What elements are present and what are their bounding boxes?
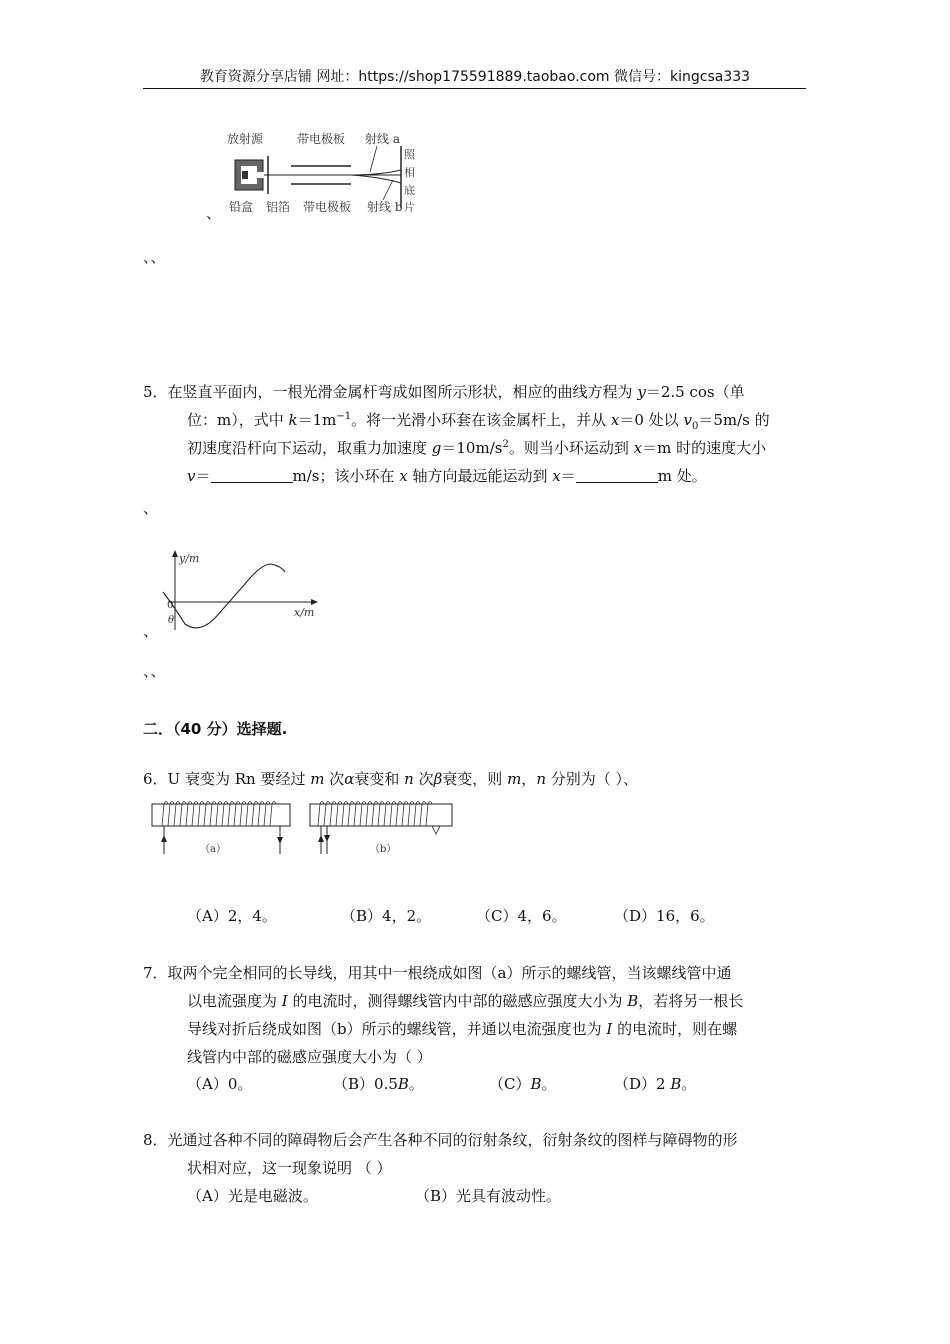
coil-loop [378,802,384,827]
q8-choice-a[interactable]: （A）光是电磁波。 [187,1187,318,1205]
coil-loop [216,802,222,827]
q6-choice-d[interactable]: （D）16，6。 [614,907,715,925]
mark-4: 、 [143,622,159,640]
coil-loop [168,802,174,827]
coil-loop [174,802,180,827]
coil-loop [198,802,204,827]
coil-loop [360,802,366,827]
section-2-title: 二．（40 分）选择题. [143,720,288,738]
q5-blank-distance[interactable] [576,468,658,483]
coil-loop [318,802,324,827]
label-lead-box: 铅盒 [229,200,254,214]
ray-b-pointer [383,180,393,200]
mark-3: 、 [143,499,159,517]
coil-loop [414,802,420,827]
label-plate-top: 带电极板 [297,132,346,146]
ray-a-path [268,170,401,175]
coil-loop [330,802,336,827]
q5-line-2: 位：m），式中 $k=1m^{-1}$。将一光滑小环套在该金属杆上，并从 x＝0 处以 $v_0=5m/s$ 的 [187,411,770,432]
mark-5: 、、 [143,662,166,680]
solenoid-a-coils [162,802,276,827]
q6-stem: 6．U 衰变为 Rn 要经过 m 次α衰变和 n 次β衰变，则 m，n 分别为（ ）、 [143,770,639,788]
q5-line-4: v＝ m/s；该小环在 x 轴方向最远能运动到 x＝ m 处。 [187,467,707,485]
y-axis-arrow [172,550,178,557]
coil-loop [384,802,390,827]
y-axis-label: y/m [179,552,200,565]
coil-loop [246,802,252,827]
q7-line-1: 7．取两个完全相同的长导线，用其中一根绕成如图（a）所示的螺线管，当该螺线管中通 [143,964,732,982]
coil-loop [270,802,276,827]
solenoid-a-label: （a） [200,844,226,855]
q7-line-3: 导线对折后绕成如图（b）所示的螺线管，并通以电流强度也为 I 的电流时，则在螺 [187,1020,738,1038]
q6-choice-b[interactable]: （B）4，2。 [341,907,432,925]
coil-loop [348,802,354,827]
header-rule [143,88,806,89]
coil-loop [408,802,414,827]
figure-solenoids [148,796,458,858]
x-axis-label: x/m [294,606,315,619]
lead-box-opening [255,172,264,178]
label-aluminum-foil: 铝箔 [266,200,291,214]
q6-choice-c[interactable]: （C）4，6。 [476,907,567,925]
coil-loop [396,802,402,827]
q8-line-2: 状相对应，这一现象说明 （ ） [187,1159,392,1177]
coil-loop [186,802,192,827]
coil-loop [180,802,186,827]
solenoid-b-fold [432,826,440,834]
coil-loop [258,802,264,827]
curve [163,564,285,628]
coil-loop [192,802,198,827]
solenoid-b-label: （b） [370,844,397,855]
coil-loop [324,802,330,827]
coil-loop [402,802,408,827]
figure-radiation-apparatus [215,128,425,220]
coil-loop [204,802,210,827]
film-char-2: 相 [404,166,415,179]
q7-line-4: 线管内中部的磁感应强度大小为（ ） [187,1048,432,1066]
coil-loop [240,802,246,827]
label-ray-a: 射线 a [365,132,400,146]
coil-loop [234,802,240,827]
q7-choice-a[interactable]: （A）0。 [187,1075,253,1093]
theta-label: θ [168,615,175,626]
mark-1: 、 [206,204,222,222]
q5-blank-velocity[interactable] [211,468,293,483]
solenoid-b-arrow-2 [324,835,330,842]
coil-loop [354,802,360,827]
q8-line-1: 8．光通过各种不同的障碍物后会产生各种不同的衍射条纹，衍射条纹的图样与障碍物的形 [143,1131,738,1149]
solenoid-b-arrow-1 [318,835,324,842]
coil-loop [372,802,378,827]
solenoid-a-tube [152,804,290,826]
film-char-4: 片 [404,201,415,214]
q7-choice-d[interactable]: （D）2 B。 [614,1075,697,1093]
coil-loop [336,802,342,827]
coil-loop [426,802,432,827]
solenoid-a-arrow-left [161,835,167,842]
q5-line-3: 初速度沿杆向下运动，取重力加速度 $g=10m/s^2$。则当小环运动到 x＝m 时的速度大小 [187,439,767,457]
coil-loop [264,802,270,827]
film-char-1: 照 [404,148,415,161]
coil-loop [210,802,216,827]
q8-choice-b[interactable]: （B）光具有波动性。 [415,1187,562,1205]
origin-label: 0 [167,600,174,611]
ray-b-path [351,175,401,183]
coil-loop [420,802,426,827]
coil-loop [162,802,168,827]
q7-line-2: 以电流强度为 I 的电流时，测得螺线管内中部的磁感应强度大小为 B，若将另一根长 [187,992,744,1010]
coil-loop [342,802,348,827]
page-header: 教育资源分享店铺 网址：https://shop175591889.taobao.com 微信号：kingcsa333 [199,69,751,85]
q7-choice-b[interactable]: （B）0.5B。 [333,1075,424,1093]
solenoid-a-arrow-right [277,837,283,844]
x-axis-arrow [311,599,318,605]
label-source: 放射源 [227,132,264,146]
coil-loop [222,802,228,827]
coil-loop [228,802,234,827]
q5-line-1: 5．在竖直平面内，一根光滑金属杆弯成如图所示形状，相应的曲线方程为 y＝2.5 cos（单 [143,383,745,401]
label-ray-b: 射线 b [367,200,403,214]
label-plate-bottom: 带电极板 [303,200,352,214]
coil-loop [366,802,372,827]
q7-choice-c[interactable]: （C）B。 [489,1075,557,1093]
figure-curve-graph [155,548,325,633]
coil-loop [390,802,396,827]
film-char-3: 底 [404,184,415,197]
solenoid-b-coils [318,802,432,827]
coil-loop [252,802,258,827]
mark-2: 、、 [143,248,166,266]
q6-choice-a[interactable]: （A）2，4。 [187,907,277,925]
source-dot [242,171,248,179]
ray-a-pointer [370,146,377,172]
